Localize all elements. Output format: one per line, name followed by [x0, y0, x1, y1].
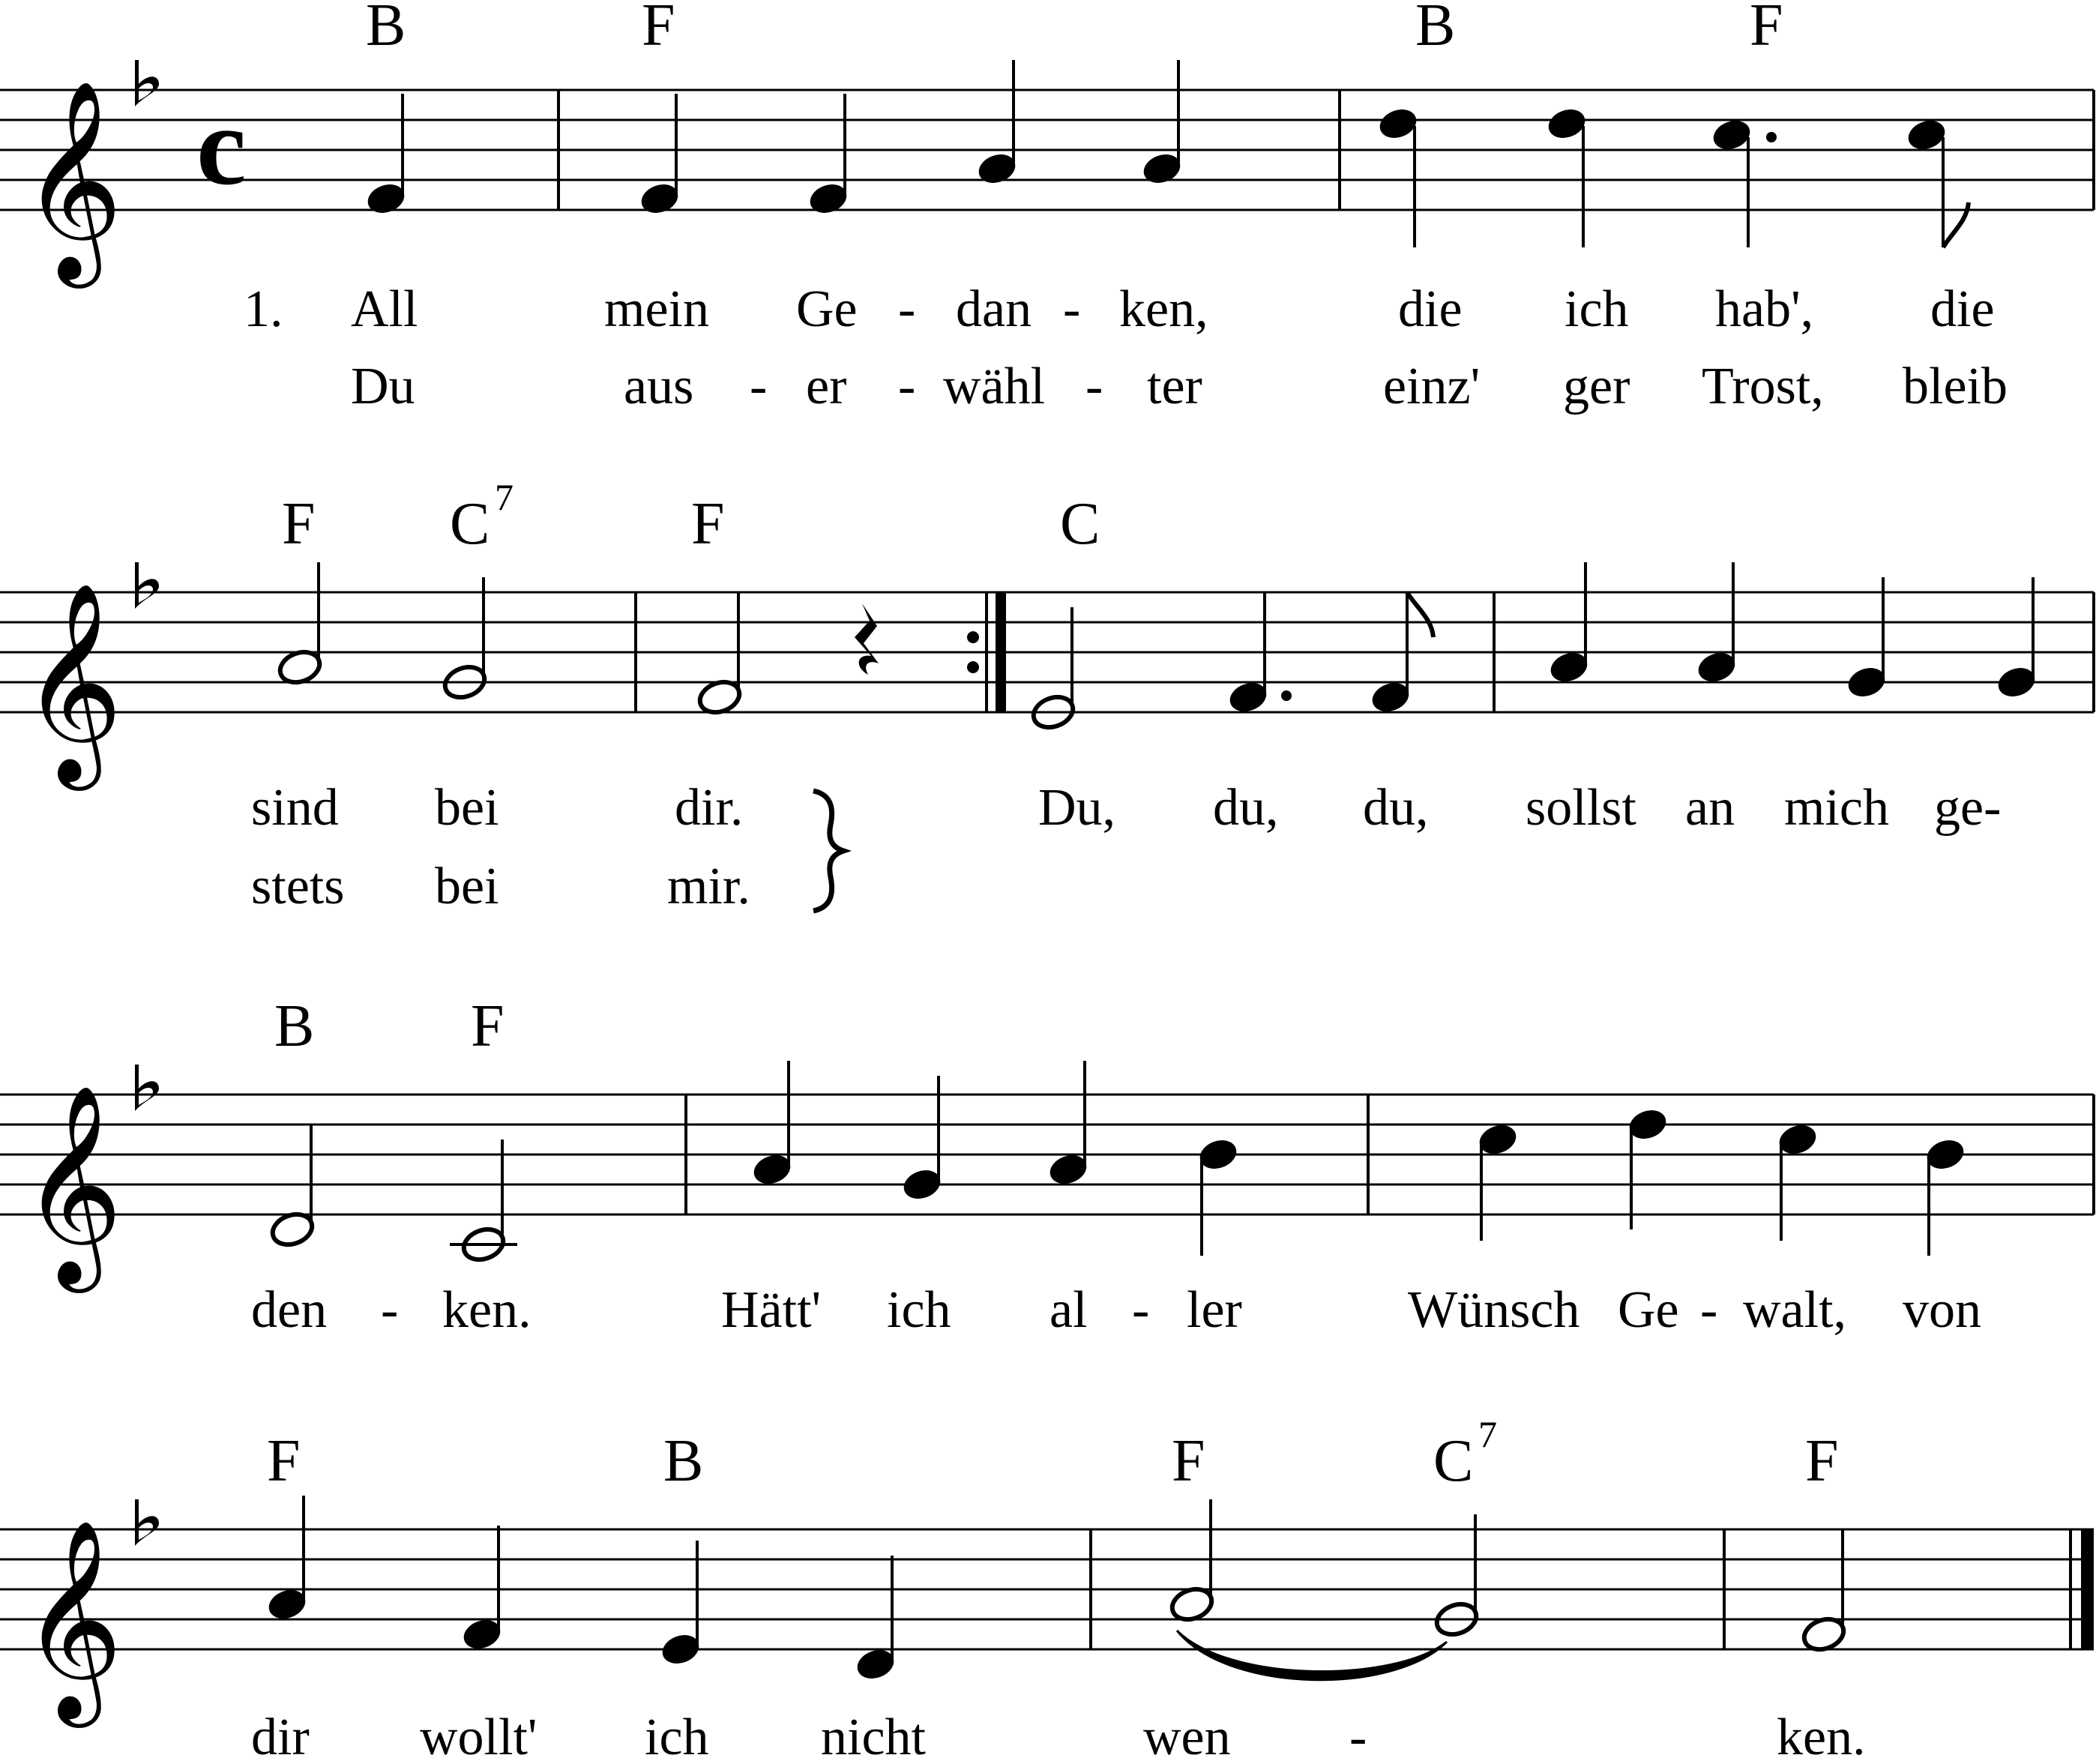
lyric: Wünsch: [1408, 1281, 1580, 1339]
lyric: nicht: [821, 1709, 926, 1764]
staff-4: [0, 1529, 2094, 1649]
system-2: [0, 476, 2094, 915]
lyric: All: [351, 280, 418, 338]
treble-clef: 𝄞: [21, 79, 123, 280]
verse-brace: [813, 791, 843, 911]
lyric: -: [898, 358, 916, 415]
chord-symbol: F: [267, 1428, 301, 1494]
lyric: 1.: [244, 280, 283, 338]
lyric: an: [1685, 779, 1735, 837]
note: [1844, 577, 1888, 701]
lyric: -: [1349, 1709, 1367, 1764]
note: [1368, 592, 1433, 716]
lyric: mein: [604, 280, 709, 338]
lyric: ter: [1147, 358, 1202, 415]
note: [364, 94, 408, 217]
note: [1547, 562, 1591, 686]
lyric: dan: [956, 280, 1032, 338]
note: [1709, 116, 1777, 247]
system-4: [0, 1413, 2094, 1764]
half-note: [268, 1125, 316, 1250]
lyric: die: [1930, 280, 1995, 338]
lyric: ken,: [1119, 280, 1208, 338]
lyric: wen: [1143, 1709, 1231, 1764]
note: [806, 94, 850, 217]
chord-symbol: F: [642, 0, 675, 58]
system-3: [0, 993, 2094, 1339]
lyric: stets: [251, 858, 345, 915]
lyric: dir: [251, 1709, 310, 1764]
lyric: -: [381, 1281, 399, 1339]
lyric: dir.: [675, 779, 744, 837]
half-note: [450, 1140, 517, 1265]
key-signature-flat: [135, 1065, 159, 1111]
note: [1475, 1121, 1520, 1241]
chord-symbol: [450, 476, 514, 557]
lyric: ich: [645, 1709, 709, 1764]
chord-symbol: B: [1415, 0, 1456, 58]
svg-text:C: C: [1433, 1428, 1474, 1494]
lyric: -: [1700, 1281, 1718, 1339]
lyric: sind: [251, 779, 339, 837]
lyric: er: [806, 358, 847, 415]
quarter-rest: [855, 603, 879, 675]
lyric: mich: [1784, 779, 1889, 837]
lyric: ich: [1565, 280, 1629, 338]
system-1: [0, 0, 2094, 415]
key-signature-flat: [135, 60, 159, 106]
lyric: die: [1398, 280, 1463, 338]
lyric: Trost,: [1702, 358, 1824, 415]
half-note: [1433, 1514, 1481, 1640]
lyric: ken.: [442, 1281, 531, 1339]
lyric: Ge: [796, 280, 858, 338]
note: [1625, 1106, 1669, 1229]
lyric: Ge: [1618, 1281, 1679, 1339]
note: [1923, 1136, 1967, 1256]
chord-symbol: F: [691, 491, 725, 557]
chord-symbol: F: [1750, 0, 1783, 58]
chord-symbol: F: [282, 491, 316, 557]
lyric: al: [1050, 1281, 1088, 1339]
lyric: ich: [887, 1281, 951, 1339]
half-note: [1800, 1529, 1848, 1655]
lyric: bleib: [1903, 358, 2008, 415]
chord-symbol: F: [1172, 1428, 1205, 1494]
chord-symbol: F: [1805, 1428, 1839, 1494]
lyric: wähl: [943, 358, 1046, 415]
lyric: -: [898, 280, 916, 338]
half-note: [276, 562, 324, 687]
lyric: den: [251, 1281, 328, 1339]
svg-text:7: 7: [1478, 1413, 1497, 1455]
lyric: ler: [1187, 1281, 1242, 1339]
lyric: von: [1903, 1281, 1981, 1339]
staff-1: [0, 90, 2094, 210]
chord-symbol: F: [471, 993, 505, 1059]
lyric: du,: [1213, 779, 1279, 837]
note: [1775, 1121, 1819, 1241]
lyric: wollt': [420, 1709, 537, 1764]
chord-symbol: B: [366, 0, 406, 58]
lyric: -: [750, 358, 768, 415]
chord-symbol: [1433, 1413, 1497, 1494]
note: [1196, 1136, 1240, 1256]
note: [1544, 105, 1588, 247]
lyric: -: [1063, 280, 1081, 338]
lyric: du,: [1363, 779, 1429, 837]
lyric: sollst: [1526, 779, 1636, 837]
chord-symbol: B: [274, 993, 315, 1059]
note: [1904, 116, 1969, 247]
treble-clef: 𝄞: [21, 582, 123, 782]
lyric: Du: [351, 358, 415, 415]
lyric: ger: [1563, 358, 1630, 415]
treble-clef: 𝄞: [21, 1084, 123, 1284]
half-note: [696, 592, 744, 717]
lyric: -: [1132, 1281, 1150, 1339]
note: [1694, 562, 1738, 686]
common-time-signature: c: [196, 84, 247, 208]
note: [1226, 592, 1292, 716]
half-note: [441, 577, 489, 702]
svg-text:7: 7: [495, 476, 514, 518]
lyric: -: [1085, 358, 1103, 415]
tie: [1177, 1631, 1447, 1680]
lyric: ken.: [1777, 1709, 1866, 1764]
lyric: bei: [435, 858, 499, 915]
treble-clef: 𝄞: [21, 1519, 123, 1719]
lyric: walt,: [1743, 1281, 1847, 1339]
lyric: Du,: [1038, 779, 1116, 837]
note: [975, 60, 1019, 187]
lyric: Hätt': [721, 1281, 822, 1339]
key-signature-flat: [135, 1499, 159, 1546]
lyric: aus: [624, 358, 694, 415]
chord-symbol: B: [663, 1428, 704, 1494]
note: [1994, 577, 2038, 701]
svg-text:C: C: [450, 491, 490, 557]
lyric: hab',: [1715, 280, 1814, 338]
note: [637, 94, 681, 217]
half-note: [1168, 1499, 1216, 1625]
note: [1139, 60, 1184, 187]
chord-symbol: C: [1060, 491, 1100, 557]
key-signature-flat: [135, 562, 159, 609]
lyric: ge-: [1934, 779, 2002, 837]
lyric: einz': [1383, 358, 1481, 415]
lyric: mir.: [667, 858, 750, 915]
note: [1376, 105, 1420, 247]
lyric: bei: [435, 779, 499, 837]
half-note: [1029, 607, 1077, 732]
